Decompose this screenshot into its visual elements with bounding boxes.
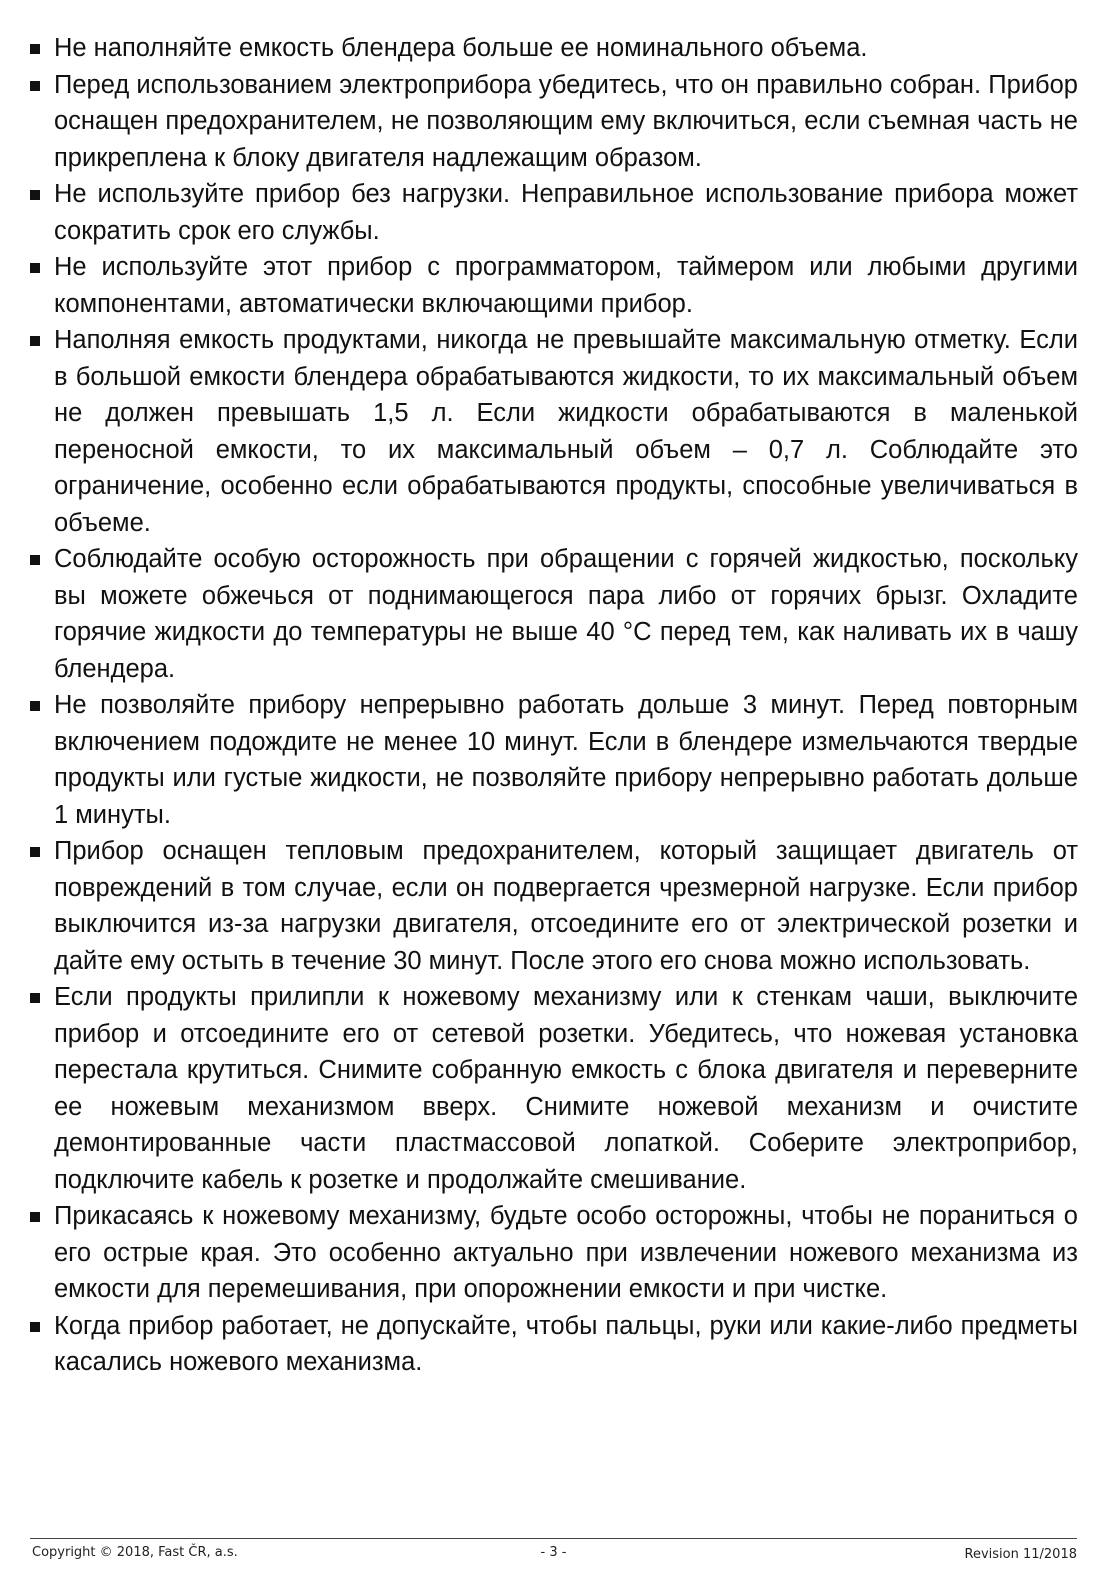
list-item (28, 67, 1078, 177)
list-item (28, 249, 1078, 322)
page-footer (30, 1538, 1077, 1579)
list-item (28, 176, 1078, 249)
bullet-square-icon (30, 993, 40, 1003)
list-item (28, 687, 1078, 833)
list-item-text: Перед использованием электроприбора убедитесь, что он правильно собран. Прибор оснащен предохранителем, не позволяющим ему включиться, если съемная часть не прикреплена к блоку двигателя надлежащим образом. (54, 70, 1078, 172)
list-item-text: Соблюдайте особую осторожность при обращении с горячей жидкостью, поскольку вы можете обжечься от поднимающегося пара либо от горячих брызг. Охладите горячие жидкости до температуры не выше 40 °C перед тем, как наливать их в чашу блендера. (54, 545, 1078, 683)
list-item (28, 979, 1078, 1198)
bullet-square-icon (30, 701, 40, 711)
list-item (28, 833, 1078, 979)
list-item-text: Не позволяйте прибору непрерывно работать дольше 3 минут. Перед повторным включением подождите не менее 10 минут. Если в блендере измельчаются твердые продукты или густые жидкости, не позволяйте прибору непрерывно работать дольше 1 минуты. (54, 691, 1078, 829)
list-item-text: Когда прибор работает, не допускайте, чтобы пальцы, руки или какие-либо предметы касались ножевого механизма. (54, 1311, 1078, 1376)
list-item-text: Наполняя емкость продуктами, никогда не превышайте максимальную отметку. Если в большой емкости блендера обрабатываются жидкости, то их максимальный объем не должен превышать 1,5 л. Если жидкости обрабатываются в маленькой переносной емкости, то их максимальный объем – 0,7 л. Соблюдайте это ограничение, особенно если обрабатываются продукты, способные увеличиваться в объеме. (54, 326, 1078, 537)
list-item (28, 30, 1078, 67)
bullet-square-icon (30, 81, 40, 91)
list-item-text: Не используйте этот прибор с программатором, таймером или любыми другими компонентами, автоматически включающими прибор. (54, 253, 1078, 318)
list-item-text: Не используйте прибор без нагрузки. Неправильное использование прибора может сократить срок его службы. (54, 180, 1078, 245)
bullet-square-icon (30, 555, 40, 565)
document-body (28, 30, 1078, 1381)
bullet-square-icon (30, 44, 40, 54)
bullet-square-icon (30, 847, 40, 857)
bullet-square-icon (30, 263, 40, 273)
copyright-notice: Copyright © 2018, Fast ČR, a.s. (32, 1545, 238, 1560)
list-item-text: Прикасаясь к ножевому механизму, будьте особо осторожны, чтобы не пораниться о его острые края. Это особенно актуально при извлечении ножевого механизма из емкости для перемешивания, при опорожнении емкости и при чистке. (54, 1202, 1078, 1303)
bullet-square-icon (30, 1212, 40, 1222)
list-item-text: Если продукты прилипли к ножевому механизму или к стенкам чаши, выключите прибор и отсоедините его от сетевой розетки. Убедитесь, что ножевая установка перестала крутиться. Снимите собранную емкость с блока двигателя и переверните ее ножевым механизмом вверх. Снимите ножевой механизм и очистите демонтированные части пластмассовой лопаткой. Соберите электроприбор, подключите кабель к розетке и продолжайте смешивание. (54, 983, 1078, 1194)
list-item (28, 541, 1078, 687)
list-item (28, 1308, 1078, 1381)
bullet-square-icon (30, 336, 40, 346)
page-number: - 3 - (540, 1545, 567, 1560)
safety-instructions-list (28, 30, 1078, 1381)
bullet-square-icon (30, 1322, 40, 1332)
revision-label: Revision 11/2018 (964, 1547, 1077, 1562)
list-item (28, 1198, 1078, 1308)
bullet-square-icon (30, 190, 40, 200)
list-item-text: Прибор оснащен тепловым предохранителем, который защищает двигатель от повреждений в том случае, если он подвергается чрезмерной нагрузке. Если прибор выключится из-за нагрузки двигателя, отсоедините его от электрической розетки и дайте ему остыть в течение 30 минут. После этого его снова можно использовать. (54, 837, 1078, 975)
list-item-text: Не наполняйте емкость блендера больше ее номинального объема. (54, 34, 868, 62)
list-item (28, 322, 1078, 541)
